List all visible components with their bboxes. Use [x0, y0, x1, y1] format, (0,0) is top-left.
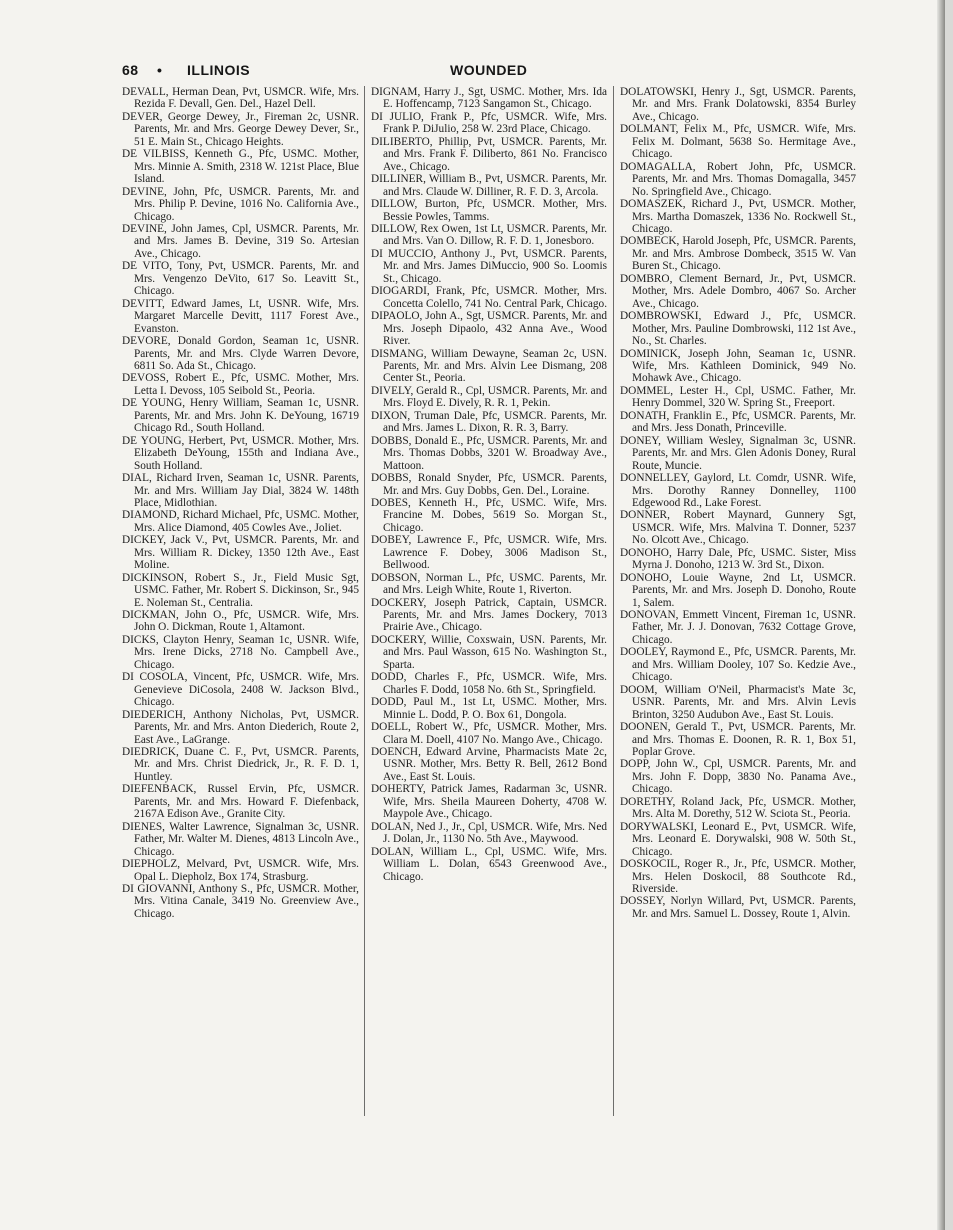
header-bullet: • — [157, 62, 163, 78]
casualty-entry: DONOHO, Louie Wayne, 2nd Lt, USMCR. Parents, Mr. and Mrs. Joseph D. Donoho, Route 1, Salem. — [620, 571, 856, 609]
casualty-entry: DONNELLEY, Gaylord, Lt. Comdr, USNR. Wife, Mrs. Dorothy Ranney Donnelley, 1100 Edgewood Rd., Lake Forest. — [620, 472, 856, 509]
casualty-entry: DE VITO, Tony, Pvt, USMCR. Parents, Mr. and Mrs. Vengenzo DeVito, 617 So. Leavitt St., Chicago. — [122, 260, 359, 298]
casualty-entry: DOBES, Kenneth H., Pfc, USMC. Wife, Mrs. Francine M. Dobes, 5619 So. Morgan St., Chicago. — [371, 496, 607, 534]
column-1 — [122, 86, 359, 1126]
casualty-entry: DONEY, William Wesley, Signalman 3c, USNR. Parents, Mr. and Mrs. Glen Adonis Doney, Rural Route, Muncie. — [620, 434, 856, 472]
casualty-entry: DORYWALSKI, Leonard E., Pvt, USMCR. Wife, Mrs. Leonard E. Dorywalski, 908 W. 50th St., Chicago. — [620, 820, 856, 858]
casualty-entry: DOMAGALLA, Robert John, Pfc, USMCR. Parents, Mr. and Mrs. Thomas Domagalla, 3457 No. Springfield Ave., Chicago. — [620, 160, 856, 198]
casualty-entry: DOMBRO, Clement Bernard, Jr., Pvt, USMCR. Mother, Mrs. Adele Dombro, 4067 So. Archer Ave., Chicago. — [620, 272, 856, 310]
casualty-entry: DI GIOVANNI, Anthony S., Pfc, USMCR. Mother, Mrs. Vitina Canale, 3419 No. Greenview Ave., Chicago. — [122, 883, 359, 920]
casualty-entry: DE VILBISS, Kenneth G., Pfc, USMC. Mother, Mrs. Minnie A. Smith, 2318 W. 121st Place, Blue Island. — [122, 148, 359, 186]
casualty-entry: DICKINSON, Robert S., Jr., Field Music Sgt, USMC. Father, Mr. Robert S. Dickinson, Sr., 945 E. Noleman St., Centralia. — [122, 571, 359, 609]
casualty-entry: DEVOSS, Robert E., Pfc, USMC. Mother, Mrs. Letta I. Devoss, 105 Seibold St., Peoria. — [122, 372, 359, 397]
casualty-entry: DOLAN, William L., Cpl, USMC. Wife, Mrs. William L. Dolan, 6543 Greenwood Ave., Chicago. — [371, 845, 607, 883]
casualty-entry: DONATH, Franklin E., Pfc, USMCR. Parents, Mr. and Mrs. Jess Donath, Princeville. — [620, 409, 856, 435]
casualty-entry: DICKEY, Jack V., Pvt, USMCR. Parents, Mr. and Mrs. William R. Dickey, 1350 12th Ave., East Moline. — [122, 534, 359, 572]
casualty-entry: DE YOUNG, Herbert, Pvt, USMCR. Mother, Mrs. Elizabeth DeYoung, 155th and Indiana Ave., South Holland. — [122, 434, 359, 472]
casualty-entry: DIGNAM, Harry J., Sgt, USMC. Mother, Mrs. Ida E. Hoffencamp, 7123 Sangamon St., Chicago. — [371, 86, 607, 111]
casualty-entry: DOONEN, Gerald T., Pvt, USMCR. Parents, Mr. and Mrs. Thomas E. Doonen, R. R. 1, Box 51, Poplar Grove. — [620, 721, 856, 759]
casualty-entry: DILIBERTO, Phillip, Pvt, USMCR. Parents, Mr. and Mrs. Frank F. Diliberto, 861 No. Francisco Ave., Chicago. — [371, 135, 607, 173]
page-number: 68 — [122, 62, 139, 78]
casualty-entry: DILLOW, Rex Owen, 1st Lt, USMCR. Parents, Mr. and Mrs. Van O. Dillow, R. F. D. 1, Jonesboro. — [371, 222, 607, 248]
casualty-entry: DOMBROWSKI, Edward J., Pfc, USMCR. Mother, Mrs. Pauline Dombrowski, 112 1st Ave., No., St. Charles. — [620, 310, 856, 348]
casualty-entry: DEVITT, Edward James, Lt, USNR. Wife, Mrs. Margaret Marcelle Devitt, 1117 Forest Ave., Evanston. — [122, 297, 359, 335]
casualty-entry: DEVER, George Dewey, Jr., Fireman 2c, USNR. Parents, Mr. and Mrs. George Dewey Dever, Sr., 51 E. Main St., Chicago Heights. — [122, 110, 359, 148]
casualty-entry: DEVINE, John James, Cpl, USMCR. Parents, Mr. and Mrs. James B. Devine, 319 So. Artesian Ave., Chicago. — [122, 222, 359, 260]
casualty-entry: DIPAOLO, John A., Sgt, USMCR. Parents, Mr. and Mrs. Joseph Dipaolo, 432 Anna Ave., Wood River. — [371, 310, 607, 348]
column-2 — [371, 86, 607, 1126]
casualty-entry: DIXON, Truman Dale, Pfc, USMCR. Parents, Mr. and Mrs. James L. Dixon, R. R. 3, Barry. — [371, 409, 607, 435]
casualty-entry: DI COSOLA, Vincent, Pfc, USMCR. Wife, Mrs. Genevieve DiCosola, 2408 W. Jackson Blvd., Chicago. — [122, 671, 359, 709]
casualty-entry: DOMINICK, Joseph John, Seaman 1c, USNR. Wife, Mrs. Kathleen Dominick, 949 No. Mohawk Ave., Chicago. — [620, 347, 856, 385]
casualty-entry: DIENES, Walter Lawrence, Signalman 3c, USNR. Father, Mr. Walter M. Dienes, 4813 Lincoln Ave., Chicago. — [122, 820, 359, 858]
section-title: WOUNDED — [450, 62, 528, 78]
casualty-entry: DIAMOND, Richard Michael, Pfc, USMC. Mother, Mrs. Alice Diamond, 405 Cowles Ave., Joliet. — [122, 509, 359, 534]
casualty-entry: DOLAN, Ned J., Jr., Cpl, USMCR. Wife, Mrs. Ned J. Dolan, Jr., 1130 No. 5th Ave., Maywood. — [371, 820, 607, 846]
casualty-entry: DICKMAN, John O., Pfc, USMCR. Wife, Mrs. John O. Dickman, Route 1, Altamont. — [122, 609, 359, 634]
page-header — [122, 62, 860, 82]
casualty-entry: DOPP, John W., Cpl, USMCR. Parents, Mr. and Mrs. John F. Dopp, 3830 No. Panama Ave., Chicago. — [620, 758, 856, 796]
casualty-entry: DOSSEY, Norlyn Willard, Pvt, USMCR. Parents, Mr. and Mrs. Samuel L. Dossey, Route 1, Alvin. — [620, 895, 856, 920]
casualty-entry: DOLMANT, Felix M., Pfc, USMCR. Wife, Mrs. Felix M. Dolmant, 5638 So. Hermitage Ave., Chicago. — [620, 123, 856, 161]
casualty-entry: DOCKERY, Willie, Coxswain, USN. Parents, Mr. and Mrs. Paul Wasson, 615 No. Washington St., Sparta. — [371, 633, 607, 671]
column-3 — [620, 86, 856, 1126]
casualty-entry: DIEFENBACK, Russel Ervin, Pfc, USMCR. Parents, Mr. and Mrs. Howard F. Diefenback, 2167A Edison Ave., Granite City. — [122, 783, 359, 821]
casualty-entry: DOELL, Robert W., Pfc, USMCR. Mother, Mrs. Clara M. Doell, 4107 No. Mango Ave., Chicago. — [371, 721, 607, 746]
casualty-entry: DOBBS, Ronald Snyder, Pfc, USMCR. Parents, Mr. and Mrs. Guy Dobbs, Gen. Del., Loraine. — [371, 472, 607, 497]
column-divider — [613, 86, 614, 1116]
casualty-entry: DOOM, William O'Neil, Pharmacist's Mate 3c, USNR. Parents, Mr. and Mrs. Alvin Levis Brinton, 3250 Audubon Ave., East St. Louis. — [620, 683, 856, 721]
casualty-entry: DOMBECK, Harold Joseph, Pfc, USMCR. Parents, Mr. and Mrs. Ambrose Dombeck, 3515 W. Van Buren St., Chicago. — [620, 235, 856, 273]
casualty-entry: DISMANG, William Dewayne, Seaman 2c, USN. Parents, Mr. and Mrs. Alvin Lee Dismang, 208 Center St., Peoria. — [371, 347, 607, 385]
casualty-entry: DOMASZEK, Richard J., Pvt, USMCR. Mother, Mrs. Martha Domaszek, 1336 No. Rockwell St., Chicago. — [620, 198, 856, 235]
casualty-entry: DIVELY, Gerald R., Cpl, USMCR. Parents, Mr. and Mrs. Floyd E. Dively, R. R. 1, Pekin. — [371, 384, 607, 410]
column-divider — [364, 86, 365, 1116]
casualty-entry: DOSKOCIL, Roger R., Jr., Pfc, USMCR. Mother, Mrs. Helen Doskocil, 88 Southcote Rd., Riverside. — [620, 858, 856, 895]
casualty-entry: DI MUCCIO, Anthony J., Pvt, USMCR. Parents, Mr. and Mrs. James DiMuccio, 900 So. Loomis St., Chicago. — [371, 247, 607, 285]
casualty-entry: DONOHO, Harry Dale, Pfc, USMC. Sister, Miss Myrna J. Donoho, 1213 W. 3rd St., Dixon. — [620, 546, 856, 572]
casualty-entry: DODD, Charles F., Pfc, USMCR. Wife, Mrs. Charles F. Dodd, 1058 No. 6th St., Springfield. — [371, 671, 607, 696]
casualty-entry: DOHERTY, Patrick James, Radarman 3c, USNR. Wife, Mrs. Sheila Maureen Doherty, 4708 W. Maypole Ave., Chicago. — [371, 783, 607, 821]
casualty-entry: DILLINER, William B., Pvt, USMCR. Parents, Mr. and Mrs. Claude W. Dilliner, R. F. D. 3, Arcola. — [371, 173, 607, 198]
casualty-entry: DOCKERY, Joseph Patrick, Captain, USMCR. Parents, Mr. and Mrs. James Dockery, 7013 Prairie Ave., Chicago. — [371, 596, 607, 634]
casualty-entry: DIAL, Richard Irven, Seaman 1c, USNR. Parents, Mr. and Mrs. William Jay Dial, 3824 W. 148th Place, Midlothian. — [122, 472, 359, 509]
casualty-entry: DONOVAN, Emmett Vincent, Fireman 1c, USNR. Father, Mr. J. J. Donovan, 7632 Cottage Grove, Chicago. — [620, 609, 856, 646]
casualty-entry: DILLOW, Burton, Pfc, USMCR. Mother, Mrs. Bessie Powles, Tamms. — [371, 198, 607, 223]
casualty-entry: DORETHY, Roland Jack, Pfc, USMCR. Mother, Mrs. Alta M. Dorethy, 512 W. Sciota St., Peoria. — [620, 795, 856, 821]
casualty-entry: DOBBS, Donald E., Pfc, USMCR. Parents, Mr. and Mrs. Thomas Dobbs, 3201 W. Broadway Ave., Mattoon. — [371, 434, 607, 472]
casualty-entry: DIOGARDI, Frank, Pfc, USMCR. Mother, Mrs. Concetta Colello, 741 No. Central Park, Chicago. — [371, 285, 607, 310]
page-edge-shadow — [937, 0, 945, 1230]
casualty-entry: DOBEY, Lawrence F., Pfc, USMCR. Wife, Mrs. Lawrence F. Dobey, 3006 Madison St., Bellwood. — [371, 534, 607, 572]
casualty-entry: DIEDERICH, Anthony Nicholas, Pvt, USMCR. Parents, Mr. and Mrs. Anton Diederich, Route 2, East Ave., LaGrange. — [122, 708, 359, 746]
casualty-entry: DOOLEY, Raymond E., Pfc, USMCR. Parents, Mr. and Mrs. William Dooley, 107 So. Kedzie Ave., Chicago. — [620, 646, 856, 684]
casualty-entry: DE YOUNG, Henry William, Seaman 1c, USNR. Parents, Mr. and Mrs. John K. DeYoung, 16719 Chicago Rd., South Holland. — [122, 397, 359, 435]
casualty-entry: DEVALL, Herman Dean, Pvt, USMCR. Wife, Mrs. Rezida F. Devall, Gen. Del., Hazel Dell. — [122, 86, 359, 111]
casualty-entry: DOLATOWSKI, Henry J., Sgt, USMCR. Parents, Mr. and Mrs. Frank Dolatowski, 8354 Burley Ave., Chicago. — [620, 86, 856, 123]
casualty-entry: DOMMEL, Lester H., Cpl, USMC. Father, Mr. Henry Dommel, 320 W. Spring St., Freeport. — [620, 384, 856, 410]
casualty-entry: DONNER, Robert Maynard, Gunnery Sgt, USMCR. Wife, Mrs. Malvina T. Donner, 5237 No. Olcott Ave., Chicago. — [620, 509, 856, 547]
casualty-entry: DOENCH, Edward Arvine, Pharmacists Mate 2c, USNR. Mother, Mrs. Betty R. Bell, 2612 Bond Ave., East St. Louis. — [371, 746, 607, 783]
casualty-entry: DEVINE, John, Pfc, USMCR. Parents, Mr. and Mrs. Philip P. Devine, 1016 No. California Ave., Chicago. — [122, 185, 359, 223]
casualty-entry: DIEDRICK, Duane C. F., Pvt, USMCR. Parents, Mr. and Mrs. Christ Diedrick, Jr., R. F. D. 1, Huntley. — [122, 746, 359, 783]
casualty-entry: DI JULIO, Frank P., Pfc, USMCR. Wife, Mrs. Frank P. DiJulio, 258 W. 23rd Place, Chicago. — [371, 110, 607, 136]
casualty-entry: DEVORE, Donald Gordon, Seaman 1c, USNR. Parents, Mr. and Mrs. Clyde Warren Devore, 6811 So. Ada St., Chicago. — [122, 335, 359, 372]
state-title: ILLINOIS — [187, 62, 251, 78]
casualty-entry: DOBSON, Norman L., Pfc, USMC. Parents, Mr. and Mrs. Leigh White, Route 1, Riverton. — [371, 571, 607, 597]
casualty-entry: DIEPHOLZ, Melvard, Pvt, USMCR. Wife, Mrs. Opal L. Diepholz, Box 174, Strasburg. — [122, 858, 359, 883]
casualty-entry: DODD, Paul M., 1st Lt, USMC. Mother, Mrs. Minnie L. Dodd, P. O. Box 61, Dongola. — [371, 696, 607, 721]
casualty-entry: DICKS, Clayton Henry, Seaman 1c, USNR. Wife, Mrs. Irene Dicks, 2718 No. Campbell Ave., Chicago. — [122, 633, 359, 671]
